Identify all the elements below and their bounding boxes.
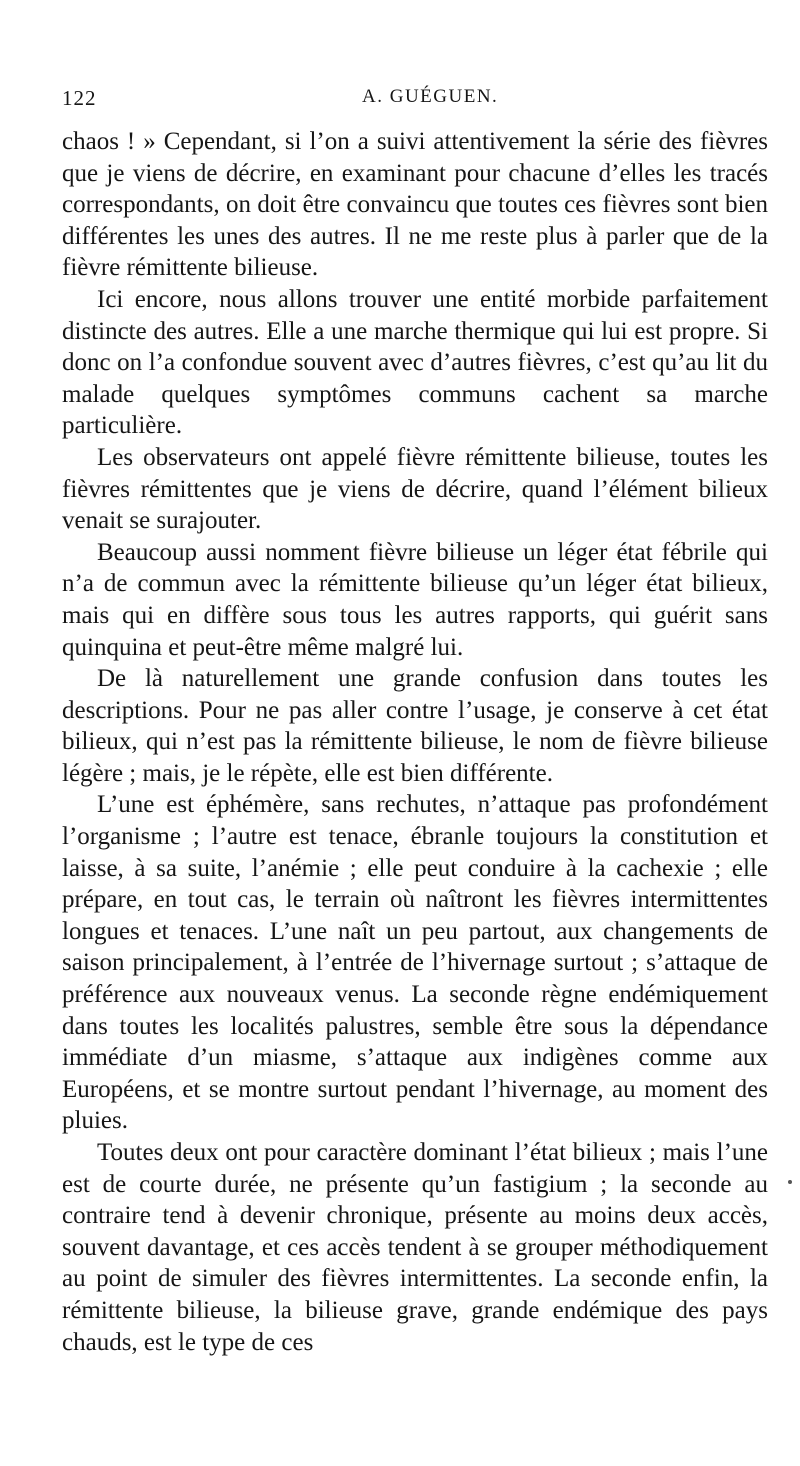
body-text [62,126,768,1358]
running-head: A. GUÉGUEN. [362,86,499,107]
paragraph-6: L’une est éphémère, sans rechutes, n’attaque pas profondément l’organisme ; l’autre est tenace, ébranle toujours la constitution et laisse, à sa suite, l’anémie ; elle peut conduire à la cachexie ; elle prépare, en tout cas, le terrain où naîtront les fièvres intermittentes longues et tenaces. L’une naît un peu partout, aux changements de saison principalement, à l’entrée de l’hivernage surtout ; s’attaque de préférence aux nouveaux venus. La seconde règne endémiquement dans toutes les localités palustres, semble être sous la dépendance immédiate d’un miasme, s’attaque aux indigènes comme aux Européens, et se montre surtout pendant l’hivernage, au moment des pluies. [62,791,768,1135]
page-header [62,86,768,120]
paragraph-7: Toutes deux ont pour caractère dominant l’état bilieux ; mais l’une est de courte durée, ne présente qu’un fastigium ; la seconde au contraire tend à devenir chronique, présente au moins deux accès, souvent davantage, et ces accès tendent à se grouper méthodiquement au point de simuler des fièvres intermittentes. La seconde enfin, la rémittente bilieuse, la bilieuse grave, grande endémique des pays chauds, est le type de ces [62,1139,768,1356]
paragraph-2: Ici encore, nous allons trouver une entité morbide parfaitement distincte des autres. Elle a une marche thermique qui lui est propre. Si donc on l’a confondue souvent avec d’autres fièvres, c’est qu’au lit du malade quelques symptômes communs cachent sa marche particulière. [62,285,768,440]
margin-ink-dot [788,1180,792,1184]
paragraph-3: Les observateurs ont appelé fièvre rémittente bilieuse, toutes les fièvres rémittentes que je viens de décrire, quand l’élément bilieux venait se surajouter. [62,443,768,535]
page-number: 122 [62,86,97,110]
paragraph-5: De là naturellement une grande confusion dans toutes les descriptions. Pour ne pas aller contre l’usage, je conserve à cet état bilieux, qui n’est pas la rémittente bilieuse, le nom de fièvre bilieuse légère ; mais, je le répète, elle est bien différente. [62,665,768,787]
paragraph-1: chaos ! » Cependant, si l’on a suivi attentivement la série des fièvres que je viens de décrire, en examinant pour chacune d’elles les tracés correspondants, on doit être convaincu que toutes ces fièvres sont bien différentes les unes des autres. Il ne me reste plus à parler que de la fièvre rémittente bilieuse. [62,128,768,282]
paragraph-4: Beaucoup aussi nomment fièvre bilieuse un léger état fébrile qui n’a de commun avec la rémittente bilieuse qu’un léger état bilieux, mais qui en diffère sous tous les autres rapports, qui guérit sans quinquina et peut-être même malgré lui. [62,538,768,661]
